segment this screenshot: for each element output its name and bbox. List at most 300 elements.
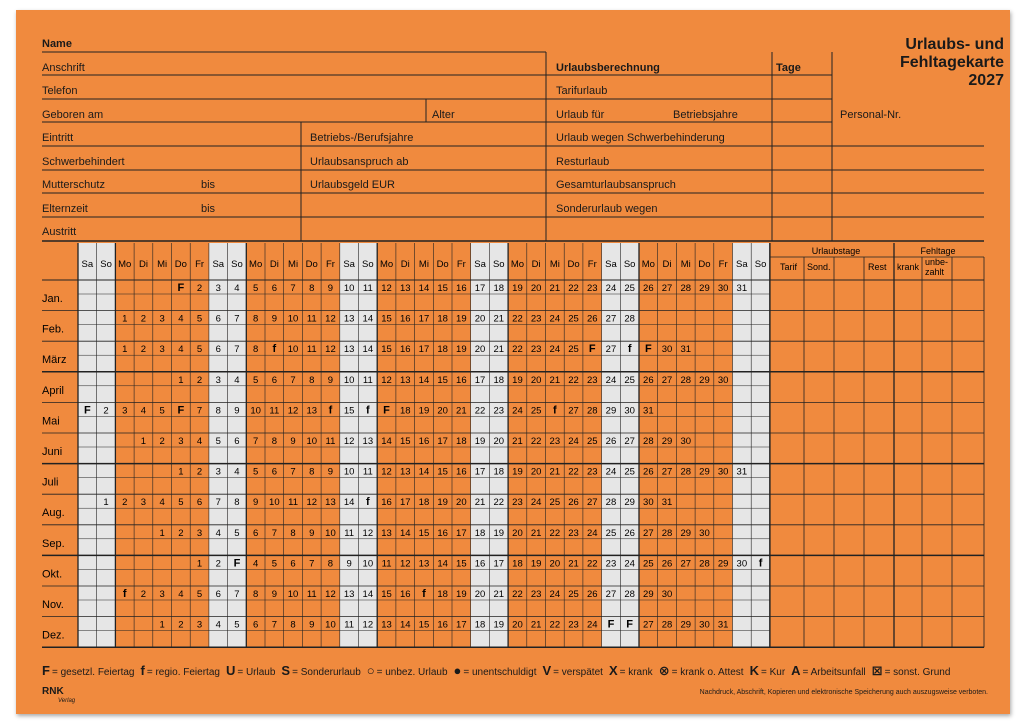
day-cell: 18: [437, 313, 448, 325]
day-cell: 1: [159, 619, 165, 631]
day-cell: 27: [661, 283, 673, 294]
legend-symbol: V: [542, 663, 552, 678]
form-lines: [42, 52, 984, 241]
weekend-column: [78, 243, 97, 647]
day-cell: 6: [215, 589, 221, 600]
weekday-header: Mi: [288, 259, 299, 270]
weekday-header: So: [754, 259, 767, 270]
day-cell: 22: [549, 619, 561, 631]
day-cell: 26: [661, 558, 673, 570]
day-cell: 22: [568, 374, 579, 386]
day-cell: 30: [717, 283, 729, 294]
day-cell: 30: [717, 374, 729, 386]
weekend-column: [733, 243, 752, 647]
legend-symbol: F: [42, 663, 50, 678]
day-cell: 21: [549, 374, 561, 386]
day-cell: 8: [271, 436, 277, 447]
day-cell: 11: [362, 466, 373, 478]
day-cell: 4: [159, 497, 165, 509]
day-cell: 22: [512, 344, 523, 356]
day-cell: 24: [586, 527, 598, 539]
day-cell: 22: [530, 436, 542, 447]
weekday-header: Do: [305, 259, 318, 270]
month-label: April: [42, 384, 65, 397]
weekday-header: Sa: [81, 259, 94, 270]
weekday-header: Mo: [118, 259, 132, 270]
day-cell: 23: [605, 558, 617, 570]
day-cell: 28: [624, 589, 635, 600]
legend-text: = krank o. Attest: [671, 667, 744, 678]
day-cell: 11: [344, 619, 355, 631]
field-austritt[interactable]: Austritt: [42, 226, 77, 238]
day-cell: 27: [643, 527, 654, 539]
day-cell: 6: [253, 527, 259, 539]
day-cell: 22: [568, 466, 579, 478]
day-cell: 13: [381, 619, 392, 631]
day-cell: F: [626, 618, 634, 631]
day-cell: 29: [680, 619, 692, 631]
weekend-column: [97, 243, 116, 647]
day-cell: 1: [178, 466, 184, 478]
day-cell: 9: [309, 527, 315, 539]
weekday-header: Do: [698, 259, 711, 270]
berechnung-sonder[interactable]: Sonderurlaub wegen: [556, 203, 658, 215]
day-cell: 15: [399, 436, 411, 447]
day-cell: 24: [549, 589, 561, 600]
day-cell: f: [366, 404, 370, 417]
day-cell: 20: [474, 313, 486, 325]
legend-symbol: A: [791, 663, 801, 678]
day-cell: 6: [196, 497, 203, 509]
field-mutterschutz-bis[interactable]: bis: [201, 179, 216, 191]
day-cell: 25: [568, 313, 579, 325]
day-cell: 5: [196, 313, 203, 325]
day-cell: 15: [418, 527, 430, 539]
day-cell: 8: [309, 374, 315, 386]
day-cell: 24: [530, 497, 542, 509]
day-cell: 4: [178, 344, 184, 356]
legend-text: = regio. Feiertag: [146, 667, 220, 678]
day-cell: 10: [287, 344, 299, 356]
legend-text: = krank: [619, 667, 653, 678]
day-cell: f: [328, 404, 333, 417]
day-cell: 21: [549, 466, 561, 478]
publisher-logo-sub: Verlag: [58, 698, 76, 704]
day-cell: 21: [456, 405, 467, 417]
legend-text: = unentschuldigt: [463, 667, 537, 678]
day-cell: 23: [530, 344, 542, 356]
day-cell: 31: [680, 344, 692, 356]
day-cell: 2: [215, 558, 221, 570]
month-label: Juni: [42, 446, 63, 458]
day-cell: 22: [493, 497, 505, 509]
day-cell: 5: [271, 558, 277, 570]
day-cell: 16: [456, 283, 467, 294]
day-cell: 15: [343, 405, 355, 417]
weekday-header: Mi: [157, 259, 168, 270]
day-cell: 3: [196, 527, 203, 539]
legend-item: [791, 663, 866, 678]
day-cell: 8: [253, 589, 259, 600]
day-cell: 27: [661, 374, 673, 386]
day-cell: 9: [327, 374, 334, 386]
day-cell: 14: [418, 466, 430, 478]
day-cell: 8: [253, 344, 259, 356]
day-cell: 8: [253, 313, 259, 325]
day-cell: 17: [493, 558, 505, 570]
berechnung-tage-header: Tage: [776, 62, 801, 74]
field-alter[interactable]: Alter: [432, 109, 455, 121]
day-cell: 28: [661, 619, 673, 631]
day-cell: 19: [493, 619, 505, 631]
day-cell: 6: [271, 283, 277, 294]
day-cell: 11: [381, 558, 392, 570]
day-cell: 23: [530, 589, 542, 600]
day-cell: 27: [643, 619, 654, 631]
day-cell: 4: [253, 558, 259, 570]
day-cell: 14: [399, 527, 411, 539]
weekday-header: Mi: [549, 259, 560, 270]
day-cell: 2: [140, 344, 147, 356]
day-cell: 18: [399, 405, 411, 417]
day-cell: 18: [418, 497, 430, 509]
day-cell: 8: [309, 466, 315, 478]
day-cell: 30: [699, 619, 710, 631]
berechnung-schwerbeh[interactable]: Urlaub wegen Schwerbehinderung: [556, 132, 725, 144]
day-cell: 5: [234, 619, 240, 631]
day-cell: 28: [643, 436, 654, 447]
day-cell: 31: [643, 405, 654, 417]
publisher-logo: RNK: [42, 686, 64, 697]
field-telefon[interactable]: Telefon: [42, 85, 78, 97]
field-eintritt[interactable]: Eintritt: [42, 132, 74, 144]
day-cell: 2: [103, 405, 109, 417]
day-cell: 27: [624, 436, 635, 447]
day-cell: 14: [437, 558, 448, 570]
field-elternzeit-bis[interactable]: bis: [201, 203, 216, 215]
day-cell: 21: [493, 589, 505, 600]
day-cell: 6: [271, 374, 277, 386]
day-cell: 10: [287, 313, 299, 325]
legend: [42, 663, 956, 679]
day-cell: 30: [661, 344, 673, 356]
title-line-2: Fehltagekarte: [899, 54, 1004, 71]
day-cell: 16: [399, 589, 411, 600]
day-cell: 11: [288, 497, 298, 509]
day-cell: 5: [234, 527, 240, 539]
day-cell: 3: [178, 436, 184, 447]
field-urlaubsgeld[interactable]: Urlaubsgeld EUR: [310, 179, 395, 191]
summary-unbezahlt-1: unbe-: [925, 257, 949, 267]
legend-item: [453, 663, 537, 678]
day-cell: 25: [586, 436, 598, 447]
day-cell: 11: [344, 527, 355, 539]
day-cell: 2: [159, 436, 165, 447]
day-cell: 5: [196, 589, 203, 600]
day-cell: 8: [234, 497, 240, 509]
legend-symbol: X: [608, 663, 618, 678]
day-cell: 26: [586, 313, 598, 325]
weekday-header: Fr: [325, 259, 335, 270]
field-anschrift[interactable]: Anschrift: [42, 62, 85, 74]
day-cell: 7: [234, 313, 240, 325]
day-cell: 17: [456, 619, 467, 631]
day-cell: 31: [736, 466, 748, 478]
day-cell: 6: [290, 558, 296, 570]
day-cell: 23: [512, 497, 523, 509]
day-cell: 16: [456, 374, 467, 386]
weekday-header: Di: [531, 259, 541, 270]
day-cell: 26: [643, 374, 654, 386]
day-cell: 4: [234, 374, 240, 386]
legend-item: [281, 663, 361, 678]
weekday-header: Mo: [379, 259, 394, 270]
field-anspruch-ab[interactable]: Urlaubsanspruch ab: [310, 156, 409, 168]
legend-text: = Kur: [760, 667, 786, 678]
berechnung-betriebsjahre[interactable]: Betriebsjahre: [673, 109, 738, 121]
day-cell: 18: [437, 589, 448, 600]
day-cell: 31: [717, 619, 729, 631]
day-cell: 22: [568, 283, 579, 294]
day-cell: 19: [474, 436, 486, 447]
day-cell: 1: [140, 436, 147, 447]
field-mutterschutz[interactable]: Mutterschutz: [42, 179, 105, 191]
day-cell: 10: [306, 436, 318, 447]
day-cell: 10: [325, 527, 336, 539]
day-cell: 19: [456, 313, 467, 325]
day-cell: 5: [178, 497, 184, 509]
day-cell: 18: [474, 619, 486, 631]
day-cell: F: [83, 404, 91, 417]
personal-nr[interactable]: Personal-Nr.: [840, 109, 902, 121]
day-cell: 3: [159, 589, 165, 600]
day-cell: 28: [699, 558, 710, 570]
day-cell: 22: [512, 589, 523, 600]
day-cell: 5: [159, 405, 165, 417]
day-cell: 10: [250, 405, 261, 417]
day-cell: 24: [605, 283, 617, 294]
day-cell: 21: [530, 527, 542, 539]
day-cell: 15: [437, 374, 448, 386]
weekday-header: Mi: [680, 259, 691, 270]
day-cell: 6: [253, 619, 259, 631]
day-cell: 28: [624, 313, 635, 325]
day-cell: 7: [234, 589, 240, 600]
day-cell: 30: [680, 436, 692, 447]
day-cell: 20: [474, 344, 486, 356]
berechnung-rest[interactable]: Resturlaub: [556, 156, 610, 168]
day-cell: 25: [624, 374, 635, 386]
legend-item: [658, 663, 744, 678]
day-cell: 19: [530, 558, 542, 570]
day-cell: 12: [325, 313, 336, 325]
day-cell: F: [177, 282, 185, 294]
day-cell: 27: [605, 344, 617, 356]
weekday-header: Sa: [474, 259, 486, 270]
day-cell: 3: [215, 374, 221, 386]
weekday-header: Fr: [718, 259, 728, 270]
day-cell: 14: [343, 497, 355, 509]
month-label: Jan.: [42, 293, 63, 305]
day-cell: 16: [399, 344, 411, 356]
day-cell: 26: [605, 436, 617, 447]
day-cell: 7: [290, 466, 296, 478]
day-cell: 18: [493, 374, 505, 386]
day-cell: 20: [512, 619, 523, 631]
day-cell: 22: [549, 527, 561, 539]
day-cell: 17: [418, 313, 430, 325]
day-cell: 1: [122, 313, 128, 325]
day-cell: 24: [605, 466, 617, 478]
berechnung-header: Urlaubsberechnung: [556, 62, 660, 74]
day-cell: 12: [399, 558, 411, 570]
weekday-header: So: [362, 259, 374, 270]
day-cell: f: [272, 343, 277, 356]
day-cell: 10: [362, 558, 374, 570]
legend-item: [140, 663, 220, 678]
day-cell: 22: [586, 558, 598, 570]
day-cell: 14: [381, 436, 392, 447]
legend-item: [608, 663, 653, 678]
day-cell: 23: [493, 405, 505, 417]
day-cell: 11: [306, 313, 317, 325]
day-cell: 13: [343, 589, 355, 600]
berechnung-urlaub-fuer[interactable]: Urlaub für: [556, 109, 605, 121]
day-cell: 6: [215, 313, 221, 325]
day-cell: 18: [474, 527, 486, 539]
day-cell: 18: [437, 344, 448, 356]
day-cell: 30: [736, 558, 748, 570]
day-cell: 5: [253, 283, 259, 294]
legend-symbol: ⊠: [871, 663, 883, 678]
day-cell: 10: [343, 374, 355, 386]
day-cell: 28: [680, 466, 692, 478]
day-cell: 10: [343, 283, 355, 294]
field-betriebsjahre[interactable]: Betriebs-/Berufsjahre: [310, 132, 414, 144]
day-cell: 13: [399, 283, 411, 294]
day-cell: 2: [122, 497, 128, 509]
day-cell: 23: [586, 466, 598, 478]
day-cell: 2: [140, 313, 147, 325]
day-cell: 21: [512, 436, 523, 447]
field-elternzeit[interactable]: Elternzeit: [42, 203, 88, 215]
day-cell: 29: [643, 589, 654, 600]
legend-item: [542, 663, 603, 678]
day-cell: 27: [568, 405, 579, 417]
day-cell: 29: [699, 283, 710, 294]
day-cell: 11: [269, 405, 280, 417]
calendar-grid: [16, 10, 1010, 714]
day-cell: 20: [530, 374, 542, 386]
day-cell: 24: [512, 405, 523, 417]
field-geboren-am[interactable]: Geboren am: [42, 109, 104, 121]
day-cell: 30: [643, 497, 654, 509]
day-cell: 12: [381, 466, 392, 478]
berechnung-gesamt[interactable]: Gesamturlaubsanspruch: [556, 179, 676, 191]
weekday-header: Mo: [510, 259, 525, 270]
day-cell: 27: [605, 313, 617, 325]
legend-symbol: ●: [453, 663, 462, 678]
day-cell: 21: [568, 558, 579, 570]
legend-symbol: K: [749, 663, 759, 678]
day-cell: 10: [325, 619, 336, 631]
summary-sond: Sond.: [807, 262, 831, 272]
day-cell: 9: [327, 283, 334, 294]
legend-text: = unbez. Urlaub: [376, 667, 448, 678]
field-schwerbehindert[interactable]: Schwerbehindert: [42, 156, 125, 168]
day-cell: 13: [399, 374, 411, 386]
day-cell: 7: [215, 497, 221, 509]
month-label: Feb.: [42, 323, 65, 336]
day-cell: 5: [253, 374, 259, 386]
day-cell: 30: [661, 589, 673, 600]
day-cell: 1: [196, 558, 203, 570]
field-name[interactable]: Name: [42, 38, 72, 50]
legend-symbol: f: [140, 663, 145, 678]
day-cell: F: [233, 557, 241, 570]
day-cell: 14: [362, 589, 374, 600]
day-cell: 12: [381, 374, 392, 386]
day-cell: 11: [306, 344, 317, 356]
day-cell: 23: [549, 436, 561, 447]
day-cell: 6: [271, 466, 277, 478]
weekday-header: Sa: [212, 259, 225, 270]
day-cell: 4: [215, 619, 221, 631]
day-cell: 19: [512, 374, 523, 386]
day-cell: 4: [234, 466, 240, 478]
weekday-header: Fr: [195, 259, 205, 270]
day-cell: 16: [437, 619, 448, 631]
day-cell: 14: [362, 344, 374, 356]
day-cell: 6: [234, 436, 240, 447]
day-cell: 16: [456, 466, 467, 478]
legend-item: [749, 663, 786, 678]
day-cell: 31: [661, 497, 673, 509]
day-cell: 24: [568, 436, 579, 447]
day-cell: 3: [215, 466, 221, 478]
day-cell: 24: [549, 344, 561, 356]
month-label: Aug.: [42, 507, 65, 520]
day-cell: 14: [362, 313, 374, 325]
weekday-header: Fr: [456, 259, 466, 270]
day-cell: 28: [661, 527, 673, 539]
berechnung-tarif[interactable]: Tarifurlaub: [556, 85, 608, 97]
weekend-column: [751, 243, 770, 647]
day-cell: 22: [474, 405, 486, 417]
day-cell: 1: [159, 527, 165, 539]
day-cell: 13: [343, 344, 355, 356]
day-cell: 25: [605, 527, 617, 539]
day-cell: 11: [362, 283, 373, 294]
day-cell: 2: [178, 527, 184, 539]
day-cell: 9: [253, 497, 259, 509]
day-cell: 5: [253, 466, 259, 478]
day-cell: 12: [381, 283, 392, 294]
summary-rest: Rest: [868, 262, 887, 272]
day-cell: 9: [327, 466, 334, 478]
day-cell: 30: [717, 466, 729, 478]
weekday-header: Mi: [418, 259, 429, 270]
day-cell: 19: [512, 466, 523, 478]
day-cell: 23: [568, 527, 579, 539]
day-cell: 9: [234, 405, 240, 417]
weekday-header: Do: [174, 259, 187, 270]
day-cell: 21: [549, 283, 561, 294]
day-cell: F: [607, 618, 615, 631]
day-cell: 21: [530, 619, 542, 631]
day-cell: 26: [568, 497, 579, 509]
day-cell: 27: [605, 589, 617, 600]
